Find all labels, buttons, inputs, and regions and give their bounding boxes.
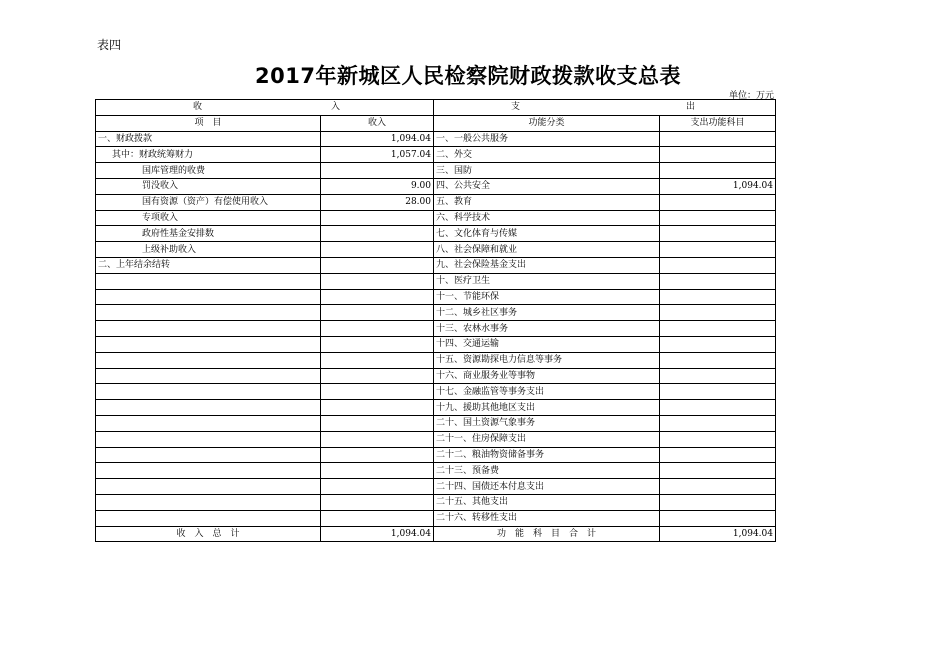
cell-income bbox=[321, 415, 434, 431]
cell-func: 十三、农林水事务 bbox=[434, 321, 660, 337]
cell-income bbox=[321, 494, 434, 510]
table-row bbox=[96, 336, 776, 352]
cell-income bbox=[321, 242, 434, 258]
table-row bbox=[96, 479, 776, 495]
table-row bbox=[96, 131, 776, 147]
cell-exp bbox=[660, 273, 776, 289]
total-exp-label: 功 能 科 目 合 计 bbox=[434, 526, 660, 542]
group-header-row bbox=[96, 100, 776, 116]
expense-group-char-1: 支 bbox=[511, 102, 521, 113]
cell-exp bbox=[660, 447, 776, 463]
cell-exp bbox=[660, 226, 776, 242]
cell-income bbox=[321, 321, 434, 337]
table-row bbox=[96, 210, 776, 226]
cell-income: 9.00 bbox=[321, 178, 434, 194]
expense-group-header bbox=[434, 100, 776, 116]
cell-exp bbox=[660, 494, 776, 510]
cell-income: 1,057.04 bbox=[321, 147, 434, 163]
income-group-char-1: 收 bbox=[193, 102, 203, 113]
page-title: 2017年新城区人民检察院财政拨款收支总表 bbox=[255, 64, 681, 88]
table-row bbox=[96, 368, 776, 384]
cell-exp bbox=[660, 400, 776, 416]
cell-income bbox=[321, 510, 434, 526]
cell-income bbox=[321, 368, 434, 384]
cell-func: 四、公共安全 bbox=[434, 178, 660, 194]
cell-func: 二、外交 bbox=[434, 147, 660, 163]
table-row bbox=[96, 494, 776, 510]
cell-item bbox=[96, 384, 321, 400]
cell-income bbox=[321, 447, 434, 463]
cell-item bbox=[96, 415, 321, 431]
col-header-item: 项 目 bbox=[96, 115, 321, 131]
cell-func: 三、国防 bbox=[434, 163, 660, 179]
table-row bbox=[96, 431, 776, 447]
cell-item bbox=[96, 368, 321, 384]
cell-exp bbox=[660, 210, 776, 226]
table-row bbox=[96, 447, 776, 463]
cell-func: 七、文化体育与传媒 bbox=[434, 226, 660, 242]
cell-item: 二、上年结余结转 bbox=[96, 257, 321, 273]
cell-income bbox=[321, 163, 434, 179]
cell-item bbox=[96, 305, 321, 321]
table-row bbox=[96, 384, 776, 400]
cell-exp bbox=[660, 289, 776, 305]
total-income-value: 1,094.04 bbox=[321, 526, 434, 542]
unit-label: 单位：万元 bbox=[728, 91, 774, 101]
cell-income bbox=[321, 400, 434, 416]
cell-item bbox=[96, 431, 321, 447]
cell-func: 二十二、粮油物资储备事务 bbox=[434, 447, 660, 463]
cell-income bbox=[321, 273, 434, 289]
table-row bbox=[96, 226, 776, 242]
cell-func: 十五、资源勘探电力信息等事务 bbox=[434, 352, 660, 368]
cell-income bbox=[321, 352, 434, 368]
cell-income bbox=[321, 289, 434, 305]
table-row bbox=[96, 352, 776, 368]
cell-func: 二十六、转移性支出 bbox=[434, 510, 660, 526]
cell-func: 六、科学技术 bbox=[434, 210, 660, 226]
cell-income bbox=[321, 336, 434, 352]
cell-func: 十六、商业服务业等事物 bbox=[434, 368, 660, 384]
cell-income bbox=[321, 226, 434, 242]
table-row bbox=[96, 305, 776, 321]
cell-item bbox=[96, 273, 321, 289]
cell-exp bbox=[660, 479, 776, 495]
cell-income bbox=[321, 257, 434, 273]
expense-group-char-2: 出 bbox=[686, 102, 696, 113]
cell-exp bbox=[660, 257, 776, 273]
col-header-income: 收入 bbox=[321, 115, 434, 131]
cell-exp: 1,094.04 bbox=[660, 178, 776, 194]
cell-income bbox=[321, 479, 434, 495]
total-row bbox=[96, 526, 776, 542]
table-row bbox=[96, 400, 776, 416]
cell-item bbox=[96, 479, 321, 495]
column-header-row bbox=[96, 115, 776, 131]
cell-func: 二十四、国债还本付息支出 bbox=[434, 479, 660, 495]
cell-item bbox=[96, 289, 321, 305]
table-row bbox=[96, 194, 776, 210]
cell-exp bbox=[660, 147, 776, 163]
cell-item: 罚没收入 bbox=[96, 178, 321, 194]
cell-exp bbox=[660, 242, 776, 258]
cell-income bbox=[321, 210, 434, 226]
cell-income bbox=[321, 431, 434, 447]
income-group-char-2: 入 bbox=[331, 102, 341, 113]
cell-exp bbox=[660, 415, 776, 431]
cell-item bbox=[96, 400, 321, 416]
cell-item: 国库管理的收费 bbox=[96, 163, 321, 179]
cell-exp bbox=[660, 368, 776, 384]
table-row bbox=[96, 147, 776, 163]
col-header-func: 功能分类 bbox=[434, 115, 660, 131]
cell-exp bbox=[660, 321, 776, 337]
budget-table bbox=[95, 99, 776, 542]
col-header-exp: 支出功能科目 bbox=[660, 115, 776, 131]
total-income-label: 收 入 总 计 bbox=[96, 526, 321, 542]
cell-item bbox=[96, 352, 321, 368]
cell-exp bbox=[660, 305, 776, 321]
cell-exp bbox=[660, 194, 776, 210]
table-row bbox=[96, 415, 776, 431]
cell-func: 二十一、住房保障支出 bbox=[434, 431, 660, 447]
cell-income bbox=[321, 384, 434, 400]
cell-income: 28.00 bbox=[321, 194, 434, 210]
cell-item bbox=[96, 463, 321, 479]
cell-exp bbox=[660, 431, 776, 447]
cell-func: 十二、城乡社区事务 bbox=[434, 305, 660, 321]
cell-income: 1,094.04 bbox=[321, 131, 434, 147]
cell-exp bbox=[660, 384, 776, 400]
cell-item: 上级补助收入 bbox=[96, 242, 321, 258]
cell-item: 一、财政拨款 bbox=[96, 131, 321, 147]
cell-item: 专项收入 bbox=[96, 210, 321, 226]
cell-income bbox=[321, 305, 434, 321]
cell-item: 其中：财政统筹财力 bbox=[96, 147, 321, 163]
cell-func: 二十三、预备费 bbox=[434, 463, 660, 479]
cell-item: 国有资源（资产）有偿使用收入 bbox=[96, 194, 321, 210]
cell-item bbox=[96, 336, 321, 352]
cell-func: 一、一般公共服务 bbox=[434, 131, 660, 147]
cell-item bbox=[96, 494, 321, 510]
table-row bbox=[96, 242, 776, 258]
cell-exp bbox=[660, 510, 776, 526]
cell-income bbox=[321, 463, 434, 479]
total-exp-value: 1,094.04 bbox=[660, 526, 776, 542]
cell-item bbox=[96, 447, 321, 463]
cell-exp bbox=[660, 352, 776, 368]
cell-func: 二十五、其他支出 bbox=[434, 494, 660, 510]
cell-func: 十一、节能环保 bbox=[434, 289, 660, 305]
cell-item: 政府性基金安排数 bbox=[96, 226, 321, 242]
cell-func: 十九、援助其他地区支出 bbox=[434, 400, 660, 416]
cell-func: 十四、交通运输 bbox=[434, 336, 660, 352]
cell-item bbox=[96, 510, 321, 526]
table-row bbox=[96, 510, 776, 526]
table-row bbox=[96, 178, 776, 194]
cell-func: 十七、金融监管等事务支出 bbox=[434, 384, 660, 400]
table-row bbox=[96, 463, 776, 479]
cell-item bbox=[96, 321, 321, 337]
table-row bbox=[96, 257, 776, 273]
table-row bbox=[96, 289, 776, 305]
table-row bbox=[96, 273, 776, 289]
cell-exp bbox=[660, 463, 776, 479]
cell-func: 十、医疗卫生 bbox=[434, 273, 660, 289]
table-row bbox=[96, 163, 776, 179]
table-number-label: 表四 bbox=[97, 38, 122, 52]
cell-func: 五、教育 bbox=[434, 194, 660, 210]
cell-func: 八、社会保障和就业 bbox=[434, 242, 660, 258]
cell-func: 九、社会保险基金支出 bbox=[434, 257, 660, 273]
cell-exp bbox=[660, 336, 776, 352]
cell-func: 二十、国土资源气象事务 bbox=[434, 415, 660, 431]
table-row bbox=[96, 321, 776, 337]
cell-exp bbox=[660, 163, 776, 179]
income-group-header bbox=[96, 100, 434, 116]
cell-exp bbox=[660, 131, 776, 147]
